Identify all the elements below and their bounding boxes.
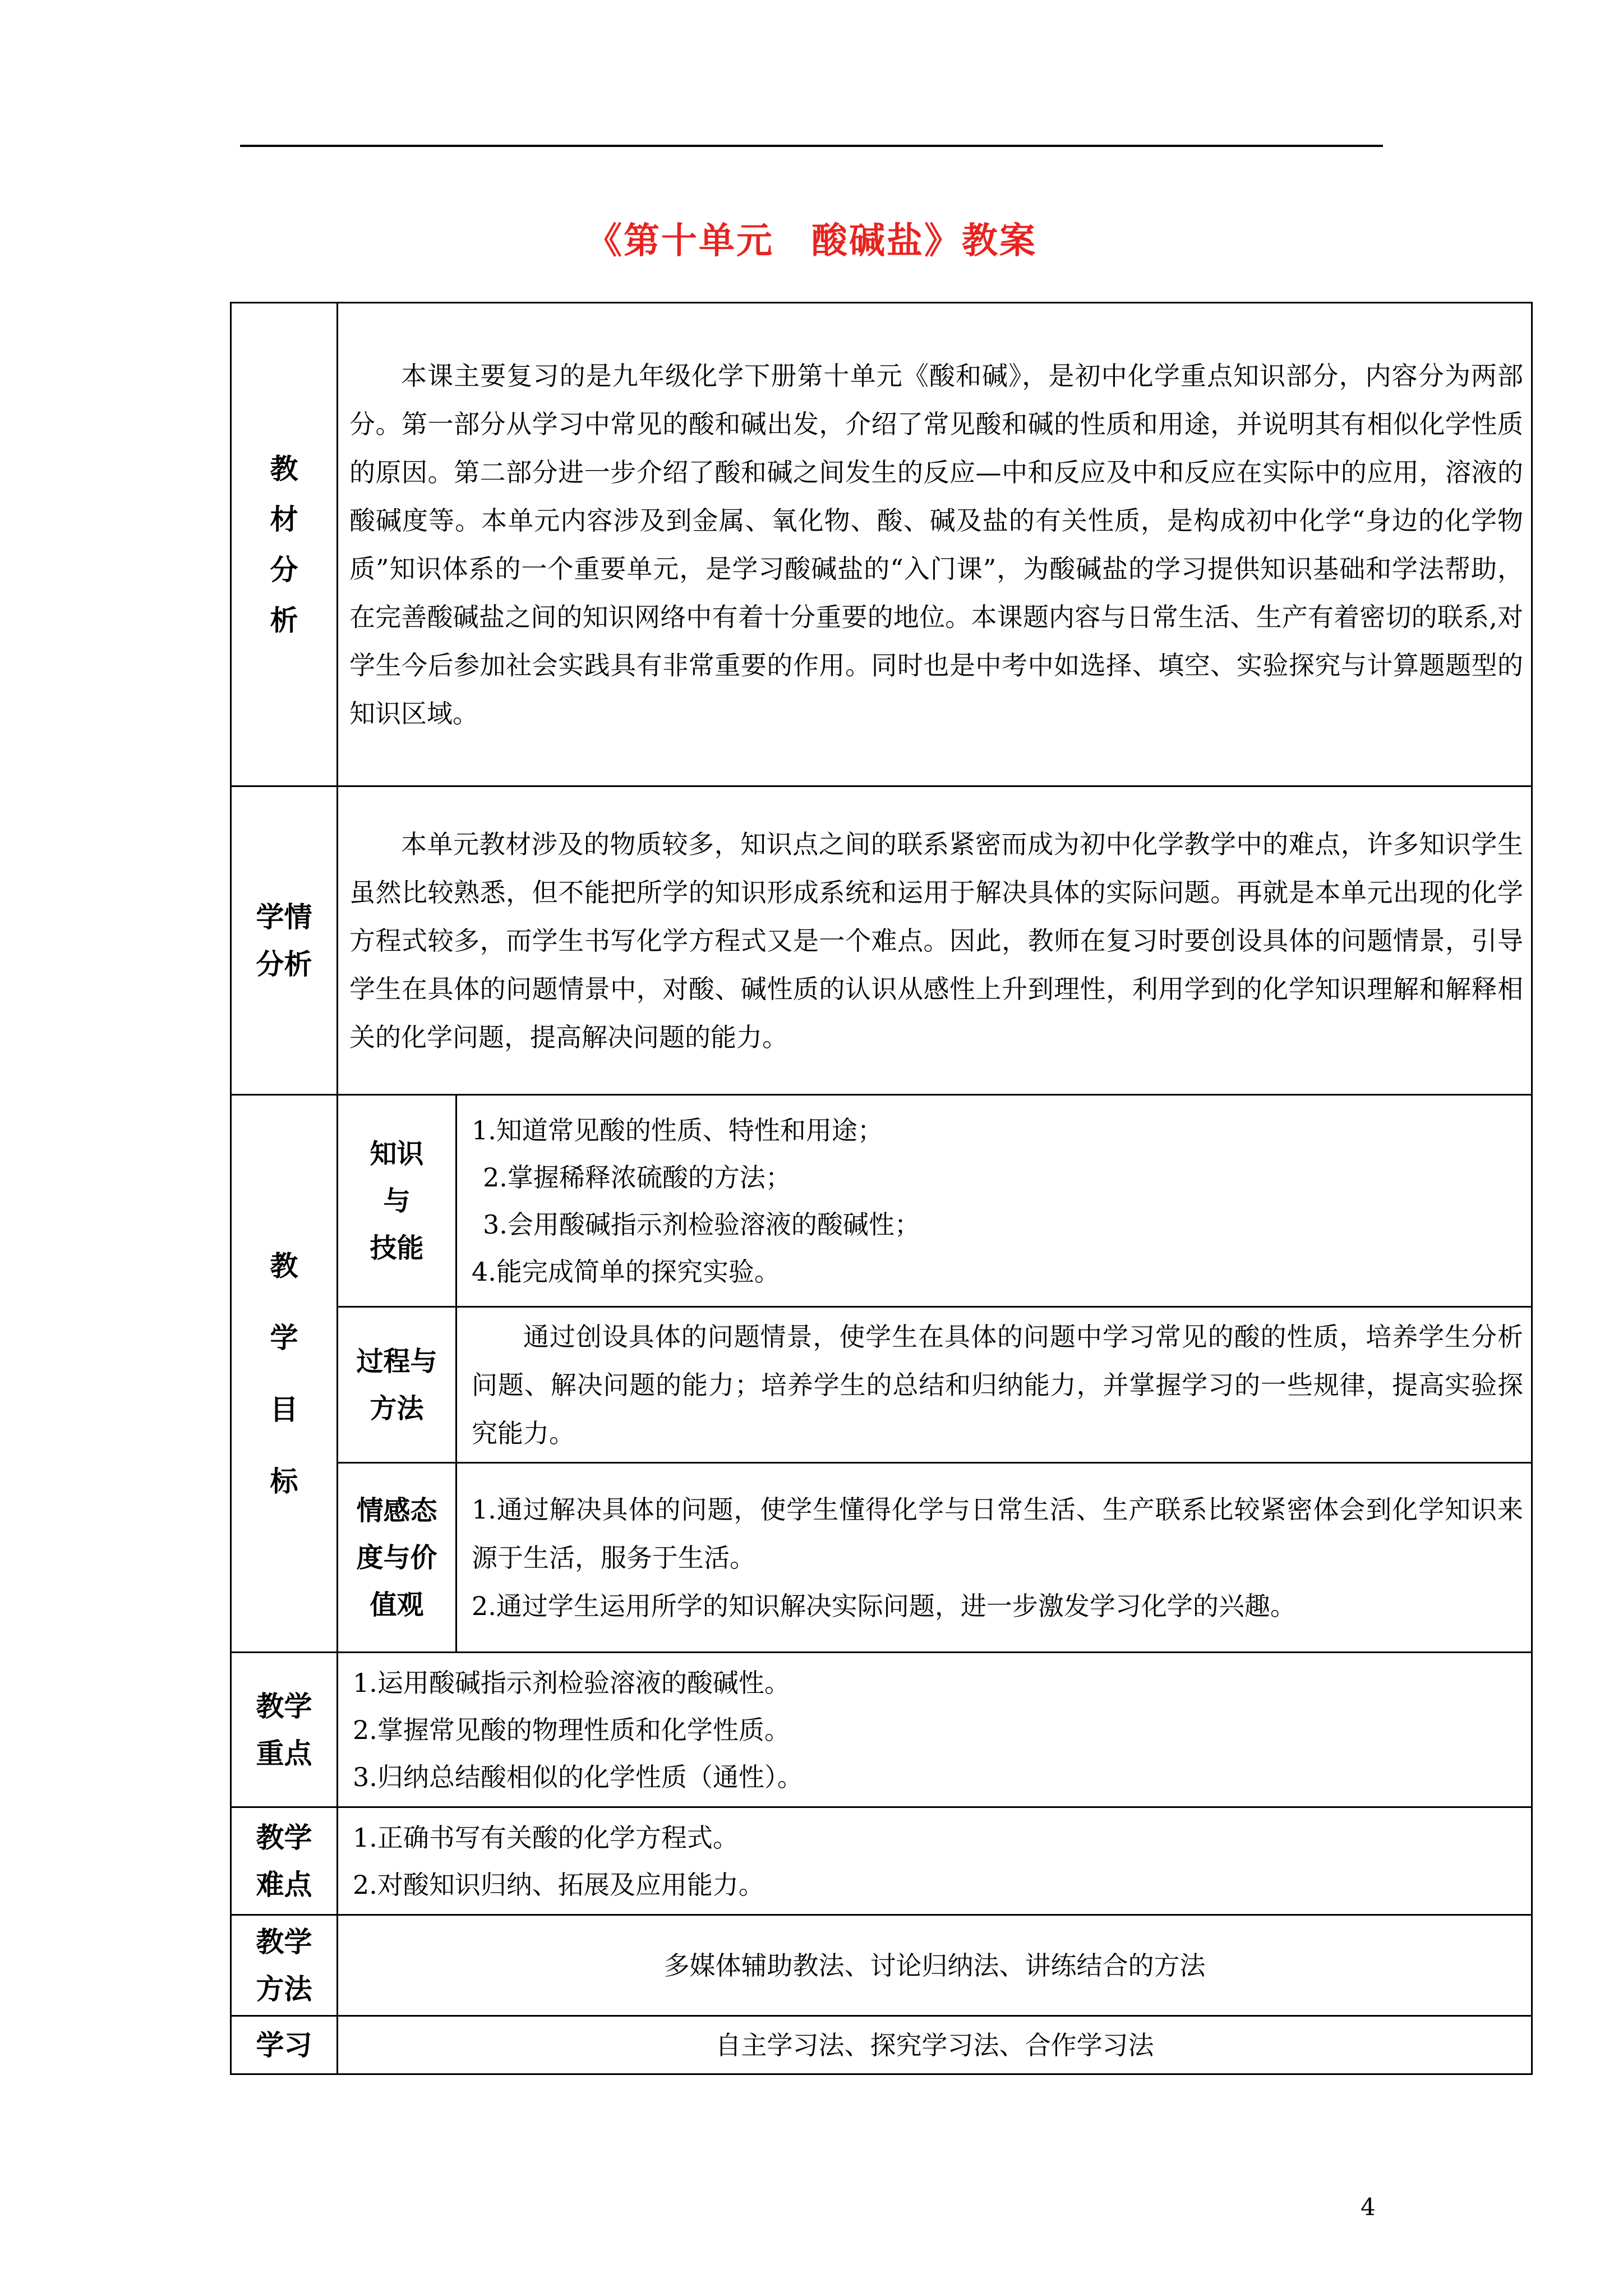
list-item: 3.归纳总结酸相似的化学性质（通性）。 <box>353 1761 803 1792</box>
row-objective-knowledge <box>231 1095 1532 1307</box>
row-student-analysis <box>231 786 1532 1095</box>
row-key-points <box>231 1653 1532 1807</box>
list-item: 2.通过学生运用所学的知识解决实际问题，进一步激发学习化学的兴趣。 <box>472 1590 1296 1621</box>
emotion-values-header <box>338 1463 457 1653</box>
header-char: 标 <box>270 1464 298 1498</box>
header-line: 学习 <box>256 2028 312 2062</box>
header-rule <box>240 145 1383 147</box>
header-line: 分析 <box>256 947 312 981</box>
methods-header <box>231 1915 338 2016</box>
learning-text: 自主学习法、探究学习法、合作学习法 <box>338 2016 1532 2074</box>
learning-header <box>231 2016 338 2074</box>
material-analysis-cell <box>338 303 1532 786</box>
material-analysis-text: 本课主要复习的是九年级化学下册第十单元《酸和碱》，是初中化学重点知识部分，内容分为两部分。第一部分从学习中常见的酸和碱出发，介绍了常见酸和碱的性质和用途，并说明其有相似化学性质的原因。第二部分进一步介绍了酸和碱之间发生的反应—中和反应及中和反应在实际中的应用，溶液的酸碱度等。本单元内容涉及到金属、氧化物、酸、碱及盐的有关性质，是构成初中化学“身边的化学物质”知识体系的一个重要单元，是学习酸碱盐的“入门课”，为酸碱盐的学习提供知识基础和学法帮助，在完善酸碱盐之间的知识网络中有着十分重要的地位。本课题内容与日常生活、生产有着密切的联系,对学生今后参加社会实践具有非常重要的作用。同时也是中考中如选择、填空、实验探究与计算题题型的知识区域。 <box>349 360 1524 729</box>
header-line: 方法 <box>370 1392 424 1424</box>
student-analysis-header <box>231 786 338 1095</box>
list-item: 1.正确书写有关酸的化学方程式。 <box>353 1822 739 1853</box>
header-char: 教 <box>270 1249 298 1282</box>
methods-text: 多媒体辅助教法、讨论归纳法、讲练结合的方法 <box>338 1915 1532 2016</box>
list-item: 1.运用酸碱指示剂检验溶液的酸碱性。 <box>353 1667 790 1698</box>
key-points-cell <box>338 1653 1532 1807</box>
list-item: 2.掌握常见酸的物理性质和化学性质。 <box>353 1714 790 1745</box>
lesson-plan-table <box>230 302 1533 2075</box>
row-methods <box>231 1915 1532 2016</box>
process-method-cell <box>457 1307 1532 1463</box>
header-line: 教学 <box>256 1689 312 1723</box>
list-item: 1.知道常见酸的性质、特性和用途； <box>472 1115 883 1145</box>
list-item: 1.通过解决具体的问题，使学生懂得化学与日常生活、生产联系比较紧密体会到化学知识来源于生活，服务于生活。 <box>472 1494 1524 1573</box>
header-line: 技能 <box>370 1232 424 1264</box>
student-analysis-cell <box>338 786 1532 1095</box>
header-line: 教学 <box>256 1820 312 1854</box>
difficulties-header <box>231 1807 338 1915</box>
row-difficulties <box>231 1807 1532 1915</box>
document-title: 《第十单元 酸碱盐》教案 <box>586 220 1037 262</box>
header-line: 难点 <box>256 1867 312 1901</box>
header-char: 分 <box>270 553 298 586</box>
page-number: 4 <box>1361 2193 1376 2221</box>
list-item: 3.会用酸碱指示剂检验溶液的酸碱性； <box>483 1209 920 1240</box>
header-line: 知识 <box>370 1138 424 1170</box>
header-line: 值观 <box>370 1589 424 1621</box>
header-line: 学情 <box>256 900 312 933</box>
process-method-text: 通过创设具体的问题情景，使学生在具体的问题中学习常见的酸的性质，培养学生分析问题、解决问题的能力；培养学生的总结和归纳能力，并掌握学习的一些规律，提高实验探究能力。 <box>472 1321 1524 1448</box>
header-char: 学 <box>270 1320 298 1354</box>
header-line: 重点 <box>256 1736 312 1770</box>
difficulties-cell <box>338 1807 1532 1915</box>
student-analysis-text: 本单元教材涉及的物质较多，知识点之间的联系紧密而成为初中化学教学中的难点，许多知识学生虽然比较熟悉，但不能把所学的知识形成系统和运用于解决具体的实际问题。再就是本单元出现的化学方程式较多，而学生书写化学方程式又是一个难点。因此，教师在复习时要创设具体的问题情景，引导学生在具体的问题情景中，对酸、碱性质的认识从感性上升到理性，利用学到的化学知识理解和解释相关的化学问题，提高解决问题的能力。 <box>349 829 1524 1052</box>
list-item: 4.能完成简单的探究实验。 <box>472 1256 780 1287</box>
header-line: 与 <box>383 1185 411 1217</box>
list-item: 2.对酸知识归纳、拓展及应用能力。 <box>353 1869 764 1900</box>
row-objective-process <box>231 1307 1532 1463</box>
header-char: 析 <box>270 603 298 637</box>
header-line: 情感态 <box>356 1494 437 1526</box>
list-item: 2.掌握稀释浓硫酸的方法； <box>483 1162 791 1193</box>
row-learning <box>231 2016 1532 2074</box>
row-material-analysis <box>231 303 1532 786</box>
header-char: 目 <box>270 1392 298 1426</box>
header-line: 度与价 <box>356 1542 437 1573</box>
emotion-values-cell <box>457 1463 1532 1653</box>
teaching-objectives-header <box>231 1095 338 1653</box>
header-line: 教学 <box>256 1925 312 1958</box>
header-line: 过程与 <box>356 1345 437 1377</box>
header-char: 教 <box>270 452 298 485</box>
knowledge-skills-cell <box>457 1095 1532 1307</box>
header-line: 方法 <box>256 1972 312 2005</box>
key-points-header <box>231 1653 338 1807</box>
knowledge-skills-header <box>338 1095 457 1307</box>
material-analysis-header <box>231 303 338 786</box>
process-method-header <box>338 1307 457 1463</box>
row-objective-emotion <box>231 1463 1532 1653</box>
header-char: 材 <box>270 502 298 536</box>
